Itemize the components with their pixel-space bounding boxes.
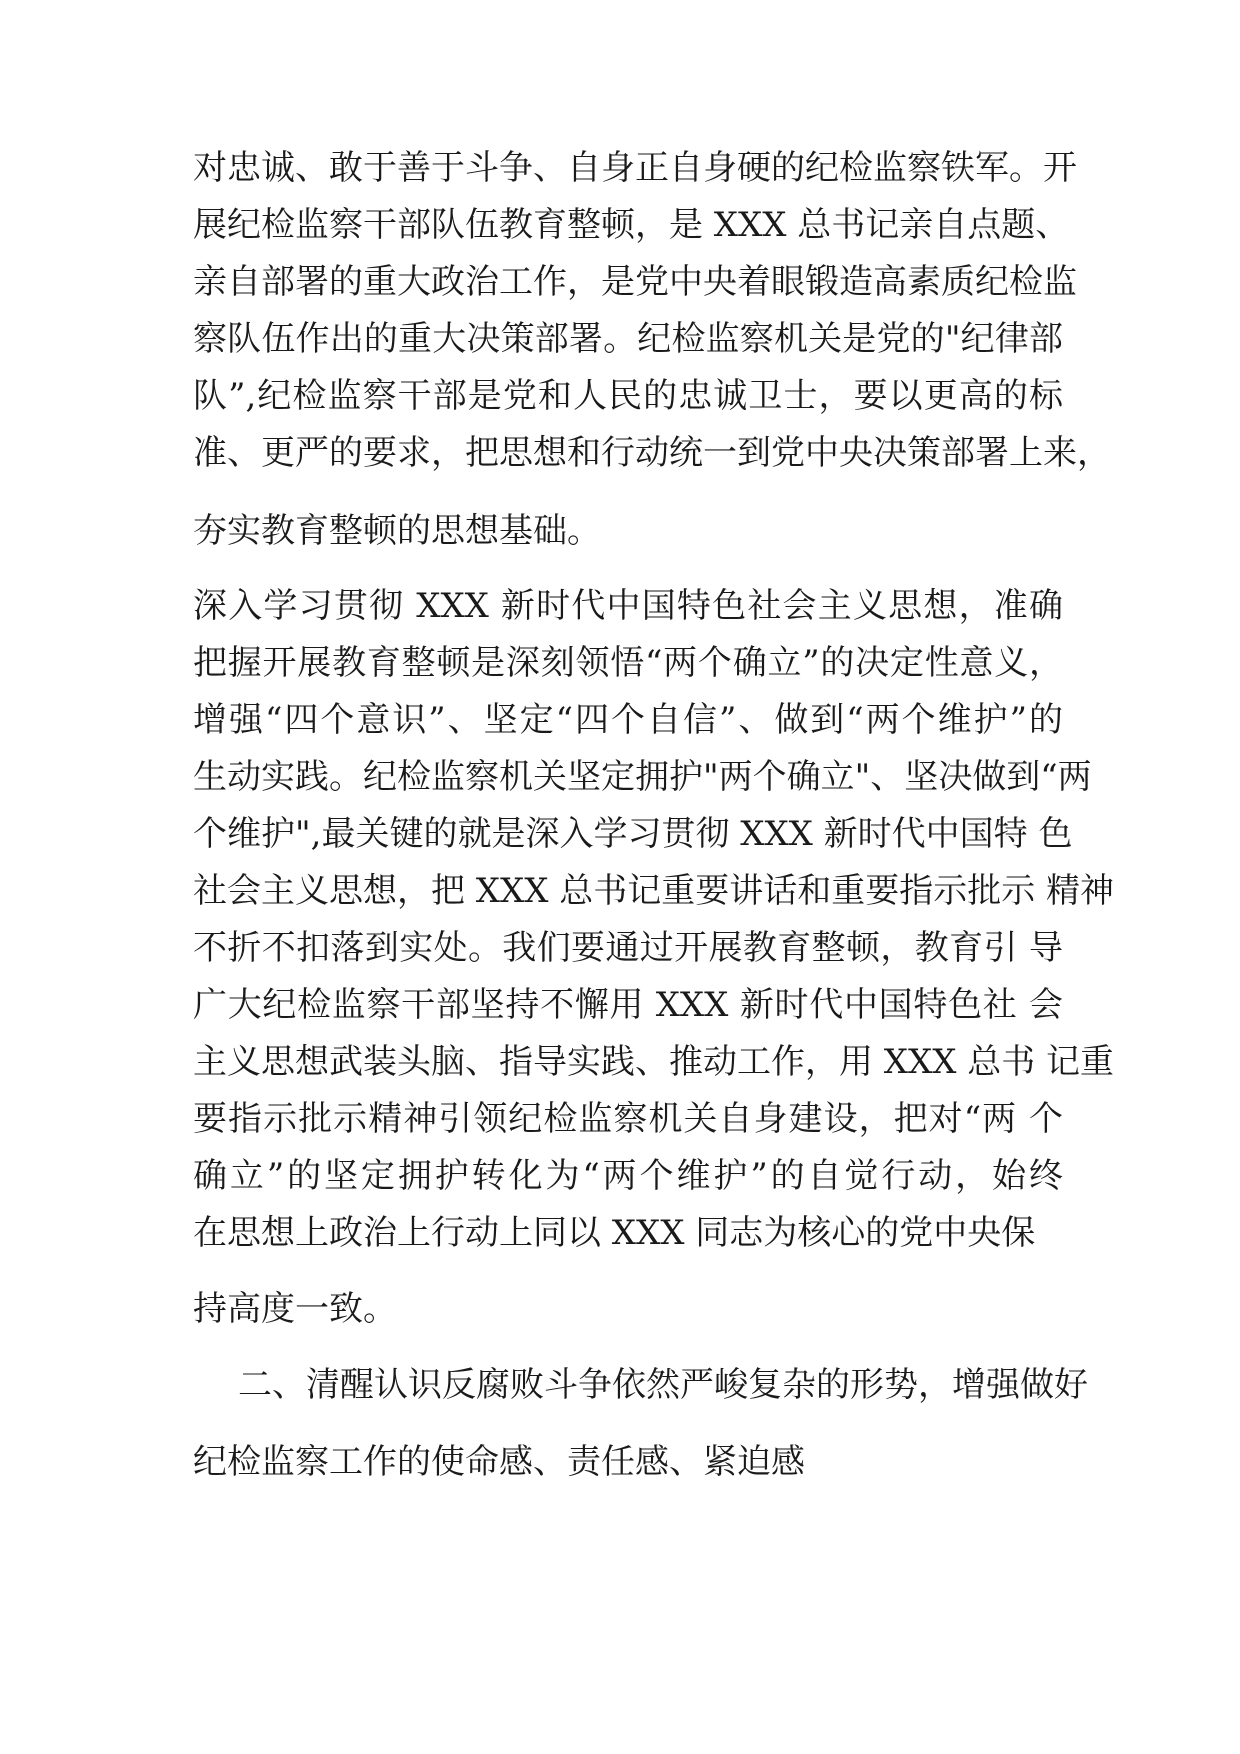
paragraph-line: 夯实教育整顿的思想基础。 [193, 511, 601, 551]
paragraph-line: 要指示批示精神引领纪检监察机关自身建设，把对“两 个 [193, 1099, 1063, 1139]
paragraph-line: 不折不扣落到实处。我们要通过开展教育整顿，教育引 导 [193, 928, 1063, 968]
paragraph-line: 对忠诚、敢于善于斗争、自身正自身硬的纪检监察铁军。开 [193, 148, 1077, 188]
paragraph-line: 广大纪检监察干部坚持不懈用 XXX 新时代中国特色社 会 [193, 985, 1063, 1025]
paragraph-line: 亲自部署的重大政治工作，是党中央着眼锻造高素质纪检监 [193, 262, 1077, 302]
paragraph-line: 主义思想武装头脑、指导实践、推动工作，用 XXX 总书 记重 [193, 1042, 1115, 1082]
paragraph-line: 准、更严的要求，把思想和行动统一到党中央决策部署上来， [193, 433, 1111, 473]
paragraph-line: 社会主义思想，把 XXX 总书记重要讲话和重要指示批示 精神 [193, 871, 1115, 911]
paragraph-line: 确立”的坚定拥护转化为“两个维护”的自觉行动，始终 [193, 1156, 1063, 1196]
paragraph-line: 生动实践。纪检监察机关坚定拥护"两个确立"、坚决做到“两 [193, 757, 1092, 797]
paragraph-line: 展纪检监察干部队伍教育整顿，是 XXX 总书记亲自点题、 [193, 205, 1070, 245]
section-heading: 纪检监察工作的使命感、责任感、紧迫感 [193, 1442, 805, 1482]
paragraph-line: 察队伍作出的重大决策部署。纪检监察机关是党的"纪律部 [193, 319, 1063, 359]
paragraph-line: 在思想上政治上行动上同以 XXX 同志为核心的党中央保 [193, 1213, 1036, 1253]
paragraph-line: 个维护",最关键的就是深入学习贯彻 XXX 新时代中国特 色 [193, 814, 1073, 854]
paragraph-line: 队”,纪检监察干部是党和人民的忠诚卫士，要以更高的标 [193, 376, 1063, 416]
paragraph-line: 深入学习贯彻 XXX 新时代中国特色社会主义思想，准确 [193, 586, 1063, 626]
paragraph-line: 把握开展教育整顿是深刻领悟“两个确立”的决定性意义， [193, 643, 1063, 683]
section-heading: 二、清醒认识反腐败斗争依然严峻复杂的形势，增强做好 [238, 1365, 1088, 1405]
paragraph-line: 增强“四个意识”、坚定“四个自信”、做到“两个维护”的 [193, 700, 1063, 740]
paragraph-line: 持高度一致。 [193, 1289, 397, 1329]
